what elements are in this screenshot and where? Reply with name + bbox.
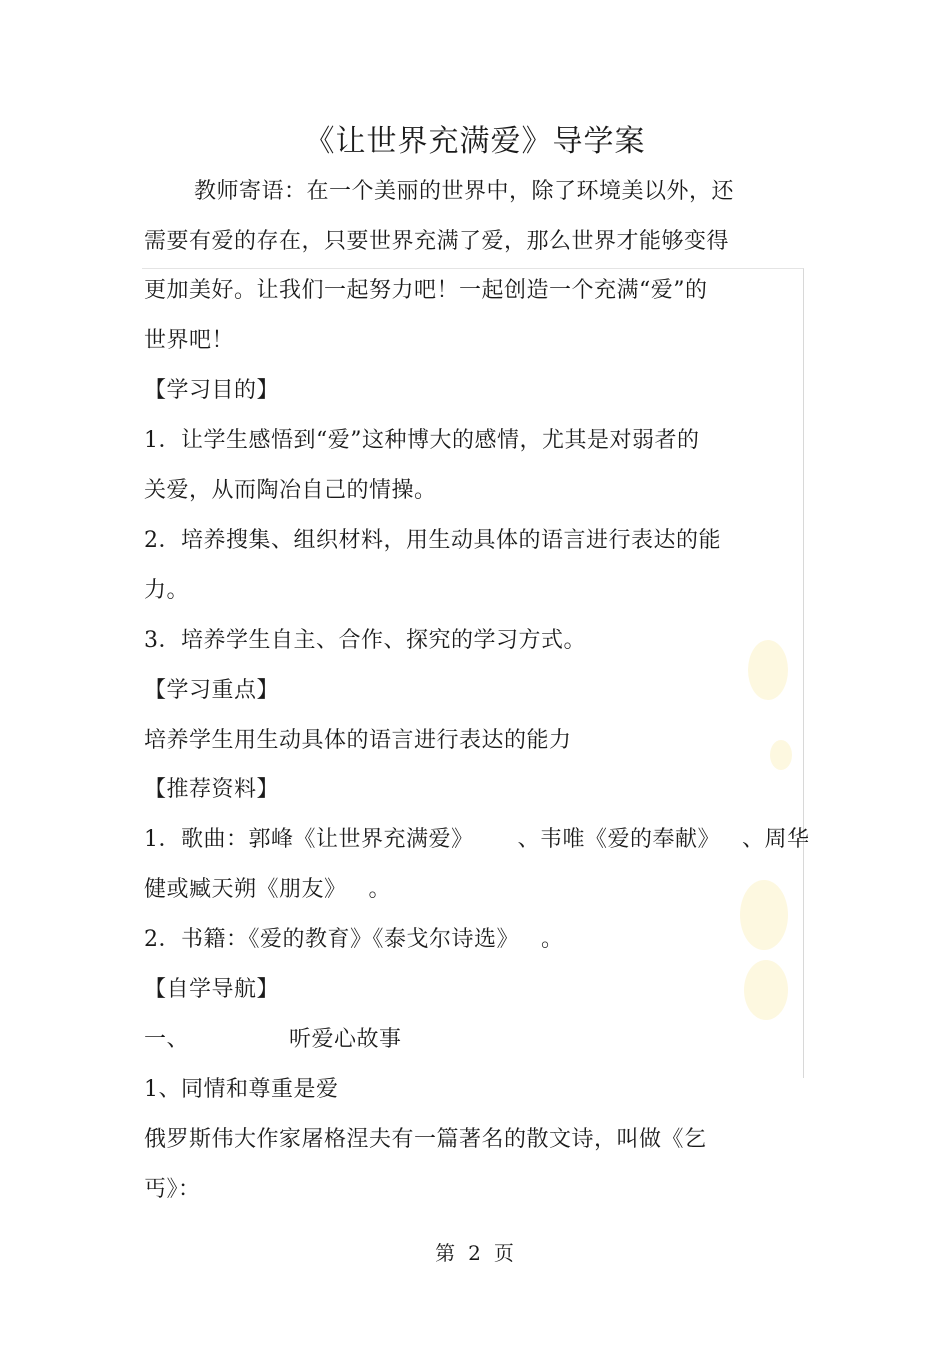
resources-songs-line-2 xyxy=(144,875,391,905)
guide-section-line xyxy=(144,1025,402,1055)
story-line-1: 俄罗斯伟大作家屠格涅夫有一篇著名的散文诗，叫做《乞 xyxy=(144,1127,707,1152)
intro-line-1: 教师寄语：在一个美丽的世界中，除了环境美以外，还 xyxy=(194,179,735,204)
songs-part-d: 健或臧天朔《朋友》 xyxy=(144,877,347,902)
books-text: 2．书籍：《爱的教育》《泰戈尔诗选》 xyxy=(144,927,519,952)
guide-subheading: 1、同情和尊重是爱 xyxy=(144,1077,339,1102)
songs-part-b: 、韦唯《爱的奉献》 xyxy=(517,827,721,852)
songs-part-c: 、周华 xyxy=(742,827,810,852)
goal-line-5: 3．培养学生自主、合作、探究的学习方式。 xyxy=(144,628,586,653)
focus-heading: 【学习重点】 xyxy=(144,678,280,703)
goal-line-4: 力。 xyxy=(144,578,190,603)
goals-heading: 【学习目的】 xyxy=(144,378,280,403)
goal-line-1: 1．让学生感悟到“爱”这种博大的感情，尤其是对弱者的 xyxy=(144,428,700,453)
paper-stain xyxy=(748,640,788,700)
paper-stain xyxy=(740,880,788,950)
goal-line-2: 关爱，从而陶冶自己的情操。 xyxy=(144,478,437,503)
footer-prefix: 第 xyxy=(435,1241,457,1265)
guide-section-number: 一、 xyxy=(144,1027,190,1052)
resources-heading: 【推荐资料】 xyxy=(144,777,280,802)
page-title: 《让世界充满爱》导学案 xyxy=(304,124,646,159)
resources-songs-line-1 xyxy=(144,825,810,855)
paper-stain xyxy=(770,740,792,770)
guide-section-title: 听爱心故事 xyxy=(289,1027,402,1052)
intro-line-3: 更加美好。让我们一起努力吧！一起创造一个充满“爱”的 xyxy=(144,278,708,303)
books-end: 。 xyxy=(541,927,564,952)
guide-heading: 【自学导航】 xyxy=(144,977,280,1002)
goal-line-3: 2．培养搜集、组织材料，用生动具体的语言进行表达的能 xyxy=(144,528,721,553)
resources-books-line xyxy=(144,925,564,955)
story-line-2: 丐》： xyxy=(144,1177,201,1202)
songs-part-a: 1．歌曲：郭峰《让世界充满爱》 xyxy=(144,827,474,852)
footer-page-number: 2 xyxy=(468,1241,482,1265)
paper-stain xyxy=(744,960,788,1020)
intro-line-2: 需要有爱的存在，只要世界充满了爱，那么世界才能够变得 xyxy=(144,229,730,254)
footer-suffix: 页 xyxy=(493,1241,515,1265)
page-number-footer xyxy=(0,1239,950,1267)
songs-part-e: 。 xyxy=(368,877,392,902)
focus-text: 培养学生用生动具体的语言进行表达的能力 xyxy=(144,728,572,753)
intro-line-4: 世界吧！ xyxy=(144,328,235,353)
